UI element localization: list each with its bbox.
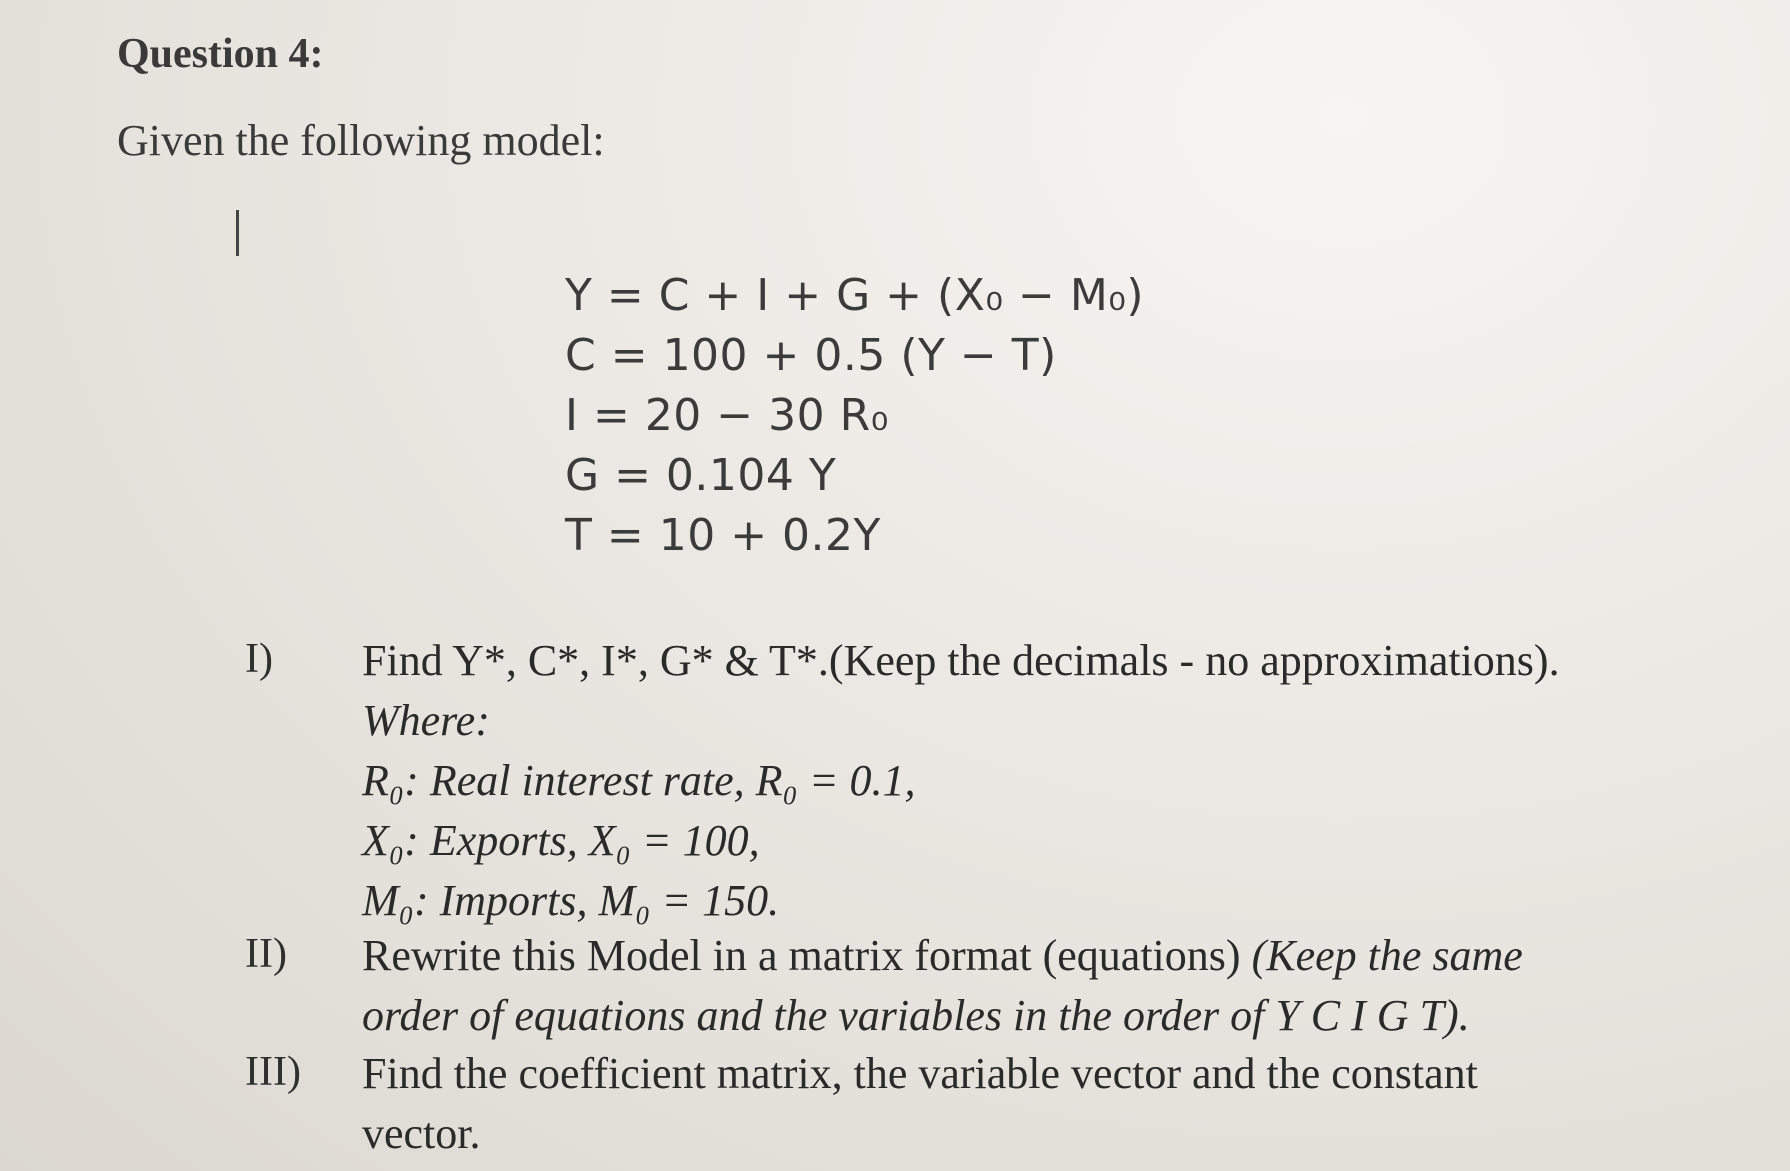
part-2-label: II) [245, 931, 287, 977]
part-2-line-1 [362, 930, 1523, 981]
equation-i: I = 20 − 30 R₀ [565, 390, 889, 441]
equation-c: C = 100 + 0.5 (Y − T) [565, 330, 1057, 381]
part-2-plain-text: Rewrite this Model in a matrix format (equations) [362, 931, 1252, 980]
part-1-interest-rate: R₀: Real interest rate, R₀ = 0.1, [362, 756, 916, 805]
equation-t: T = 10 + 0.2Y [565, 510, 881, 561]
equation-y: Y = C + I + G + (X₀ − M₀) [565, 270, 1145, 321]
question-intro: Given the following model: [117, 116, 605, 165]
part-2-italic-text: (Keep the same [1251, 931, 1523, 980]
part-1-where: Where: [362, 696, 490, 745]
part-1-imports: M₀: Imports, M₀ = 150. [362, 876, 780, 925]
part-3-line-1: Find the coefficient matrix, the variable vector and the constant [362, 1049, 1478, 1098]
part-1-label: I) [245, 636, 273, 682]
part-3-label: III) [245, 1049, 301, 1095]
part-1-exports: X₀: Exports, X₀ = 100, [362, 816, 760, 865]
part-1-instruction: Find Y*, C*, I*, G* & T*.(Keep the decimals - no approximations). [362, 636, 1560, 685]
text-cursor [236, 210, 239, 256]
part-3-line-2: vector. [362, 1109, 481, 1158]
equation-g: G = 0.104 Y [565, 450, 837, 501]
question-title: Question 4: [117, 31, 324, 77]
part-2-line-2: order of equations and the variables in the order of Y C I G T). [362, 991, 1470, 1040]
